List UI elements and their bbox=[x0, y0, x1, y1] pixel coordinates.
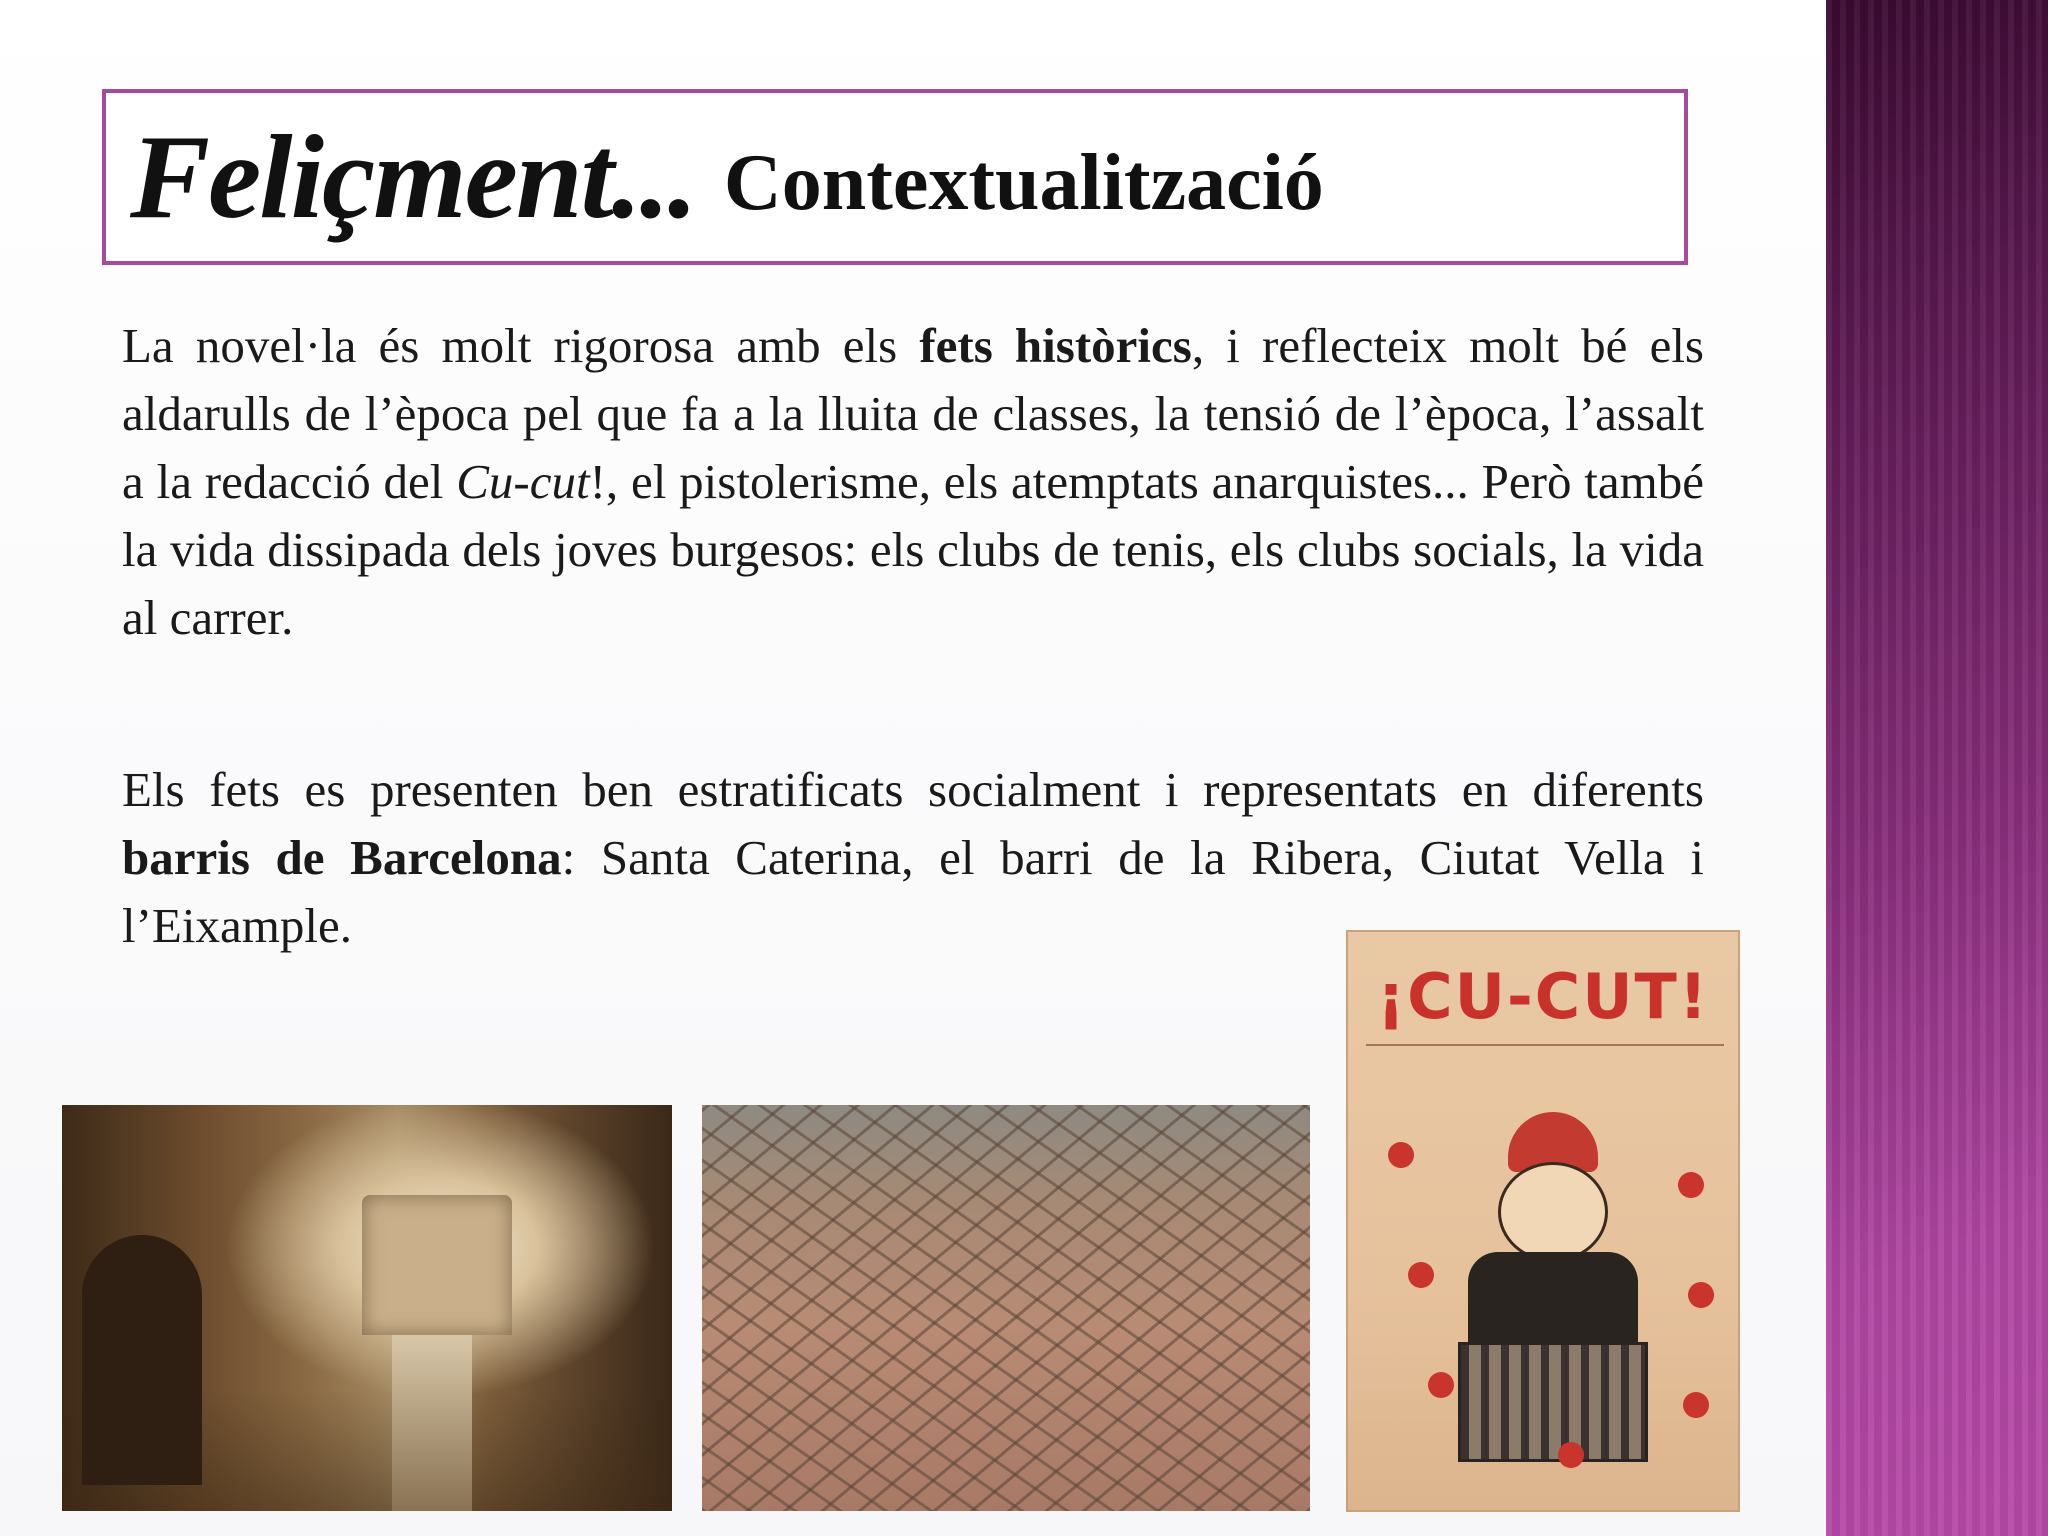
bridge-arch-shape bbox=[362, 1195, 512, 1335]
heart-shape bbox=[1683, 1392, 1709, 1418]
paragraph-text: La novel·la és molt rigorosa amb els bbox=[122, 318, 920, 373]
poster-header bbox=[1348, 932, 1738, 960]
italic-cucut: Cu-cut bbox=[456, 454, 590, 509]
heart-shape bbox=[1558, 1442, 1584, 1468]
poster-illustration bbox=[1428, 1112, 1668, 1472]
slide-title-box bbox=[102, 89, 1688, 265]
bold-barcelona-neighborhoods: barris de Barcelona bbox=[122, 830, 562, 885]
heart-shape bbox=[1388, 1142, 1414, 1168]
face-shape bbox=[1498, 1162, 1608, 1262]
poster-title: ¡CU-CUT! bbox=[1376, 960, 1710, 1033]
eixample-aerial-photo bbox=[702, 1105, 1310, 1511]
bold-historical-facts: fets històrics bbox=[919, 318, 1192, 373]
alley-shape bbox=[392, 1335, 472, 1511]
paragraph-text: !, el pistolerisme, els atemptats anarquistes... Però també la vida dissipada dels joves burgesos: els clubs de tenis, els clubs socials, la vida al carrer. bbox=[122, 454, 1705, 645]
press-shape bbox=[1458, 1342, 1648, 1462]
heart-shape bbox=[1408, 1262, 1434, 1288]
slide-title-emphasis: Feliçment... bbox=[130, 110, 696, 243]
gothic-quarter-street-photo bbox=[62, 1105, 672, 1511]
heart-shape bbox=[1678, 1172, 1704, 1198]
heart-shape bbox=[1428, 1372, 1454, 1398]
slide-title: Contextualització bbox=[723, 138, 1324, 227]
door-shape bbox=[82, 1235, 202, 1485]
paragraph-text: , i reflecteix molt bé els aldarulls de l’època pel que fa a la lluita de classes, la tensió de l’època, l’assalt a la redacció del bbox=[122, 318, 1704, 509]
heart-shape bbox=[1688, 1282, 1714, 1308]
decorative-side-band bbox=[1826, 0, 2048, 1536]
paragraph-historical-facts bbox=[122, 312, 1704, 652]
paragraph-text: : Santa Caterina, el barri de la Ribera, Ciutat Vella i l’Eixample. bbox=[122, 830, 1705, 953]
poster-rule bbox=[1366, 1044, 1724, 1046]
paragraph-text: Els fets es presenten ben estratificats socialment i representats en diferents bbox=[122, 762, 1704, 817]
cucut-magazine-cover bbox=[1346, 930, 1740, 1512]
